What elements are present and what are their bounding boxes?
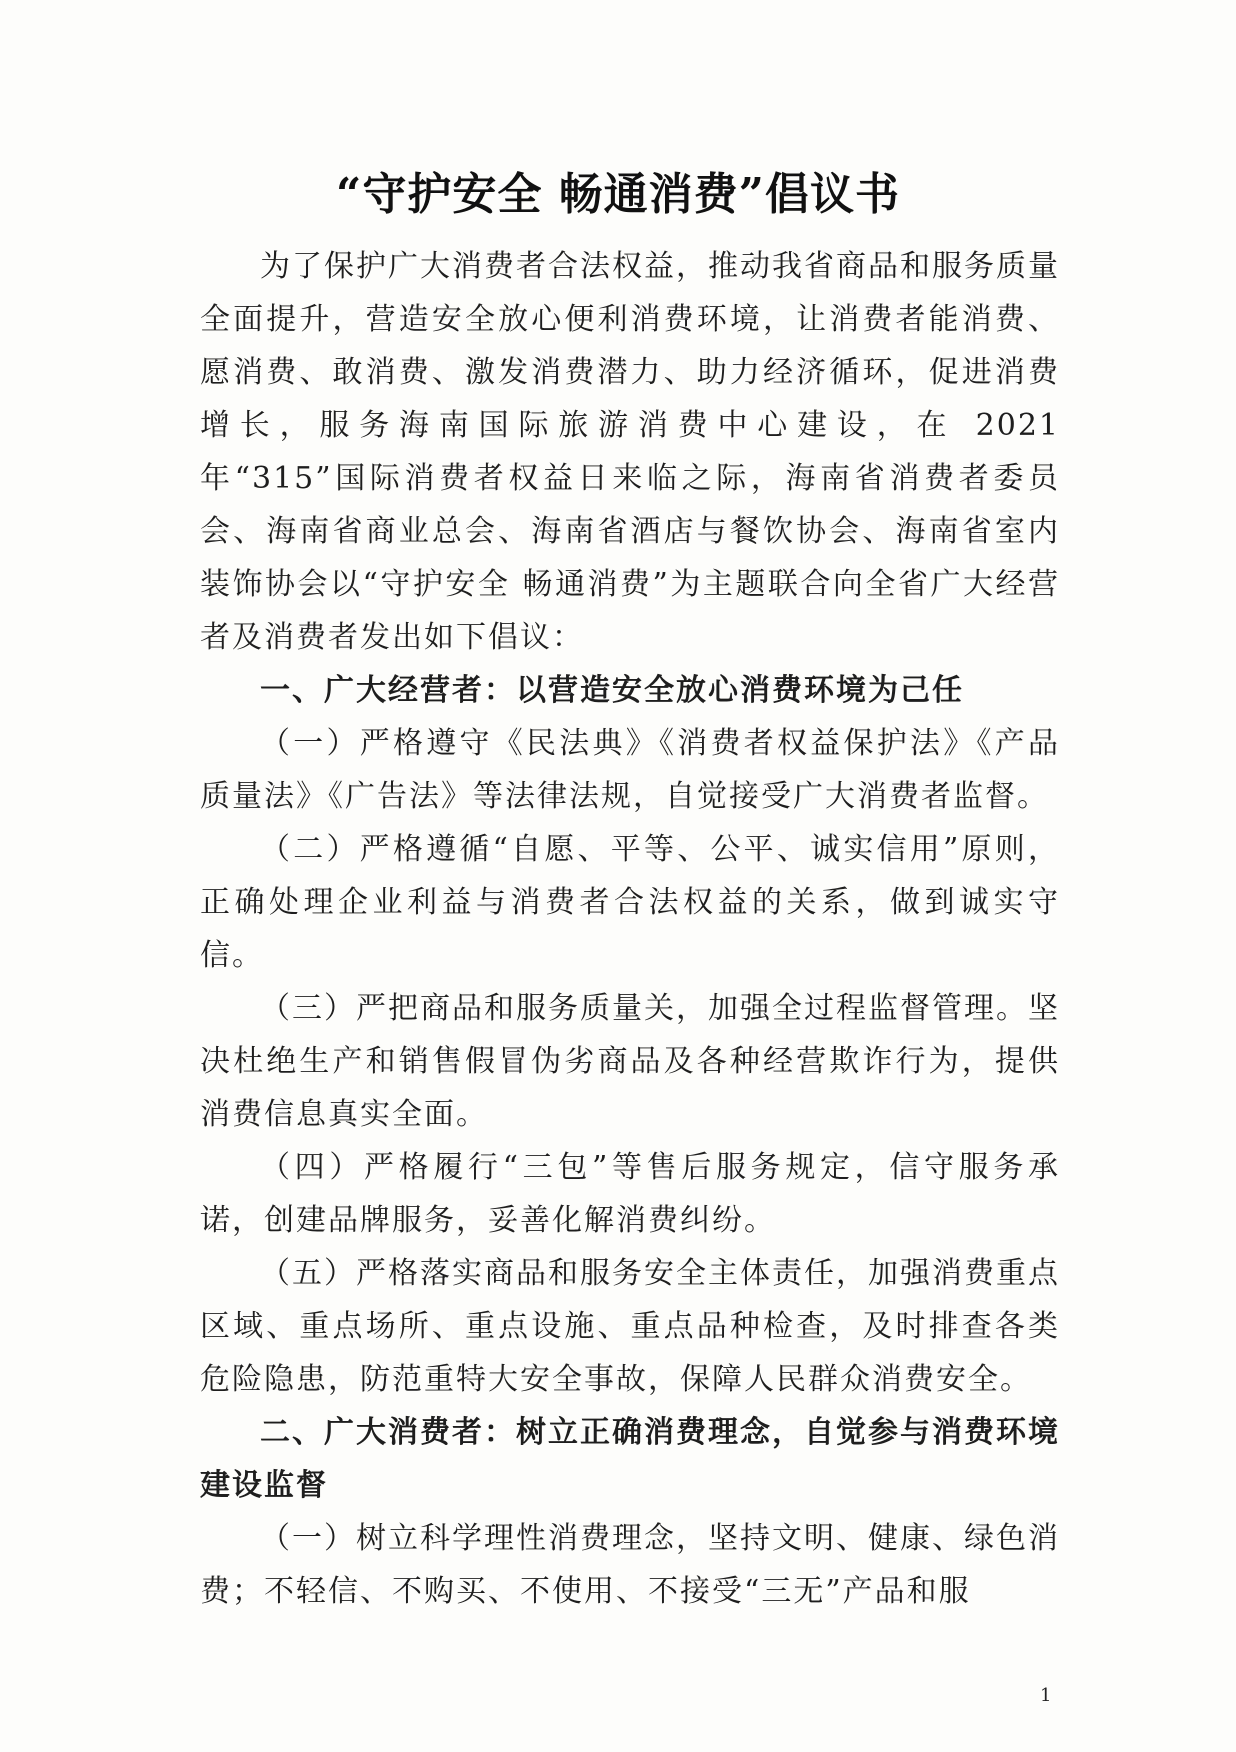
- section-1-item-2: （二）严格遵循“自愿、平等、公平、诚实信用”原则，正确处理企业利益与消费者合法权益的关系，做到诚实守信。: [200, 832, 1060, 973]
- section-1-item-4: （四）严格履行“三包”等售后服务规定，信守服务承诺，创建品牌服务，妥善化解消费纠纷。: [200, 1150, 1060, 1238]
- page-number: 1: [1040, 1685, 1052, 1706]
- section-1-item-1: （一）严格遵守《民法典》《消费者权益保护法》《产品质量法》《广告法》等法律法规，自觉接受广大消费者监督。: [200, 726, 1060, 814]
- section-heading-2: 二、广大消费者：树立正确消费理念，自觉参与消费环境建设监督: [200, 1415, 1060, 1503]
- intro-paragraph: 为了保护广大消费者合法权益，推动我省商品和服务质量全面提升，营造安全放心便利消费环境，让消费者能消费、愿消费、敢消费、激发消费潜力、助力经济循环，促进消费增长，服务海南国际旅游消费中心建设，在 2021 年“315”国际消费者权益日来临之际，海南省消费者委员会、海南省商业总会、海南省酒店与餐饮协会、海南省室内装饰协会以“守护安全 畅通消费”为主题联合向全省广大经营者及消费者发出如下倡议：: [200, 249, 1060, 655]
- section-1-item-3: （三）严把商品和服务质量关，加强全过程监督管理。坚决杜绝生产和销售假冒伪劣商品及各种经营欺诈行为，提供消费信息真实全面。: [200, 991, 1060, 1132]
- section-2-item-1: （一）树立科学理性消费理念，坚持文明、健康、绿色消费；不轻信、不购买、不使用、不接受“三无”产品和服: [200, 1521, 1060, 1609]
- section-heading-1: 一、广大经营者：以营造安全放心消费环境为己任: [260, 673, 964, 708]
- document-body: [200, 240, 1060, 1618]
- section-1-item-5: （五）严格落实商品和服务安全主体责任，加强消费重点区域、重点场所、重点设施、重点品种检查，及时排查各类危险隐患，防范重特大安全事故，保障人民群众消费安全。: [200, 1256, 1060, 1397]
- document-title: “守护安全 畅通消费”倡议书: [336, 169, 900, 220]
